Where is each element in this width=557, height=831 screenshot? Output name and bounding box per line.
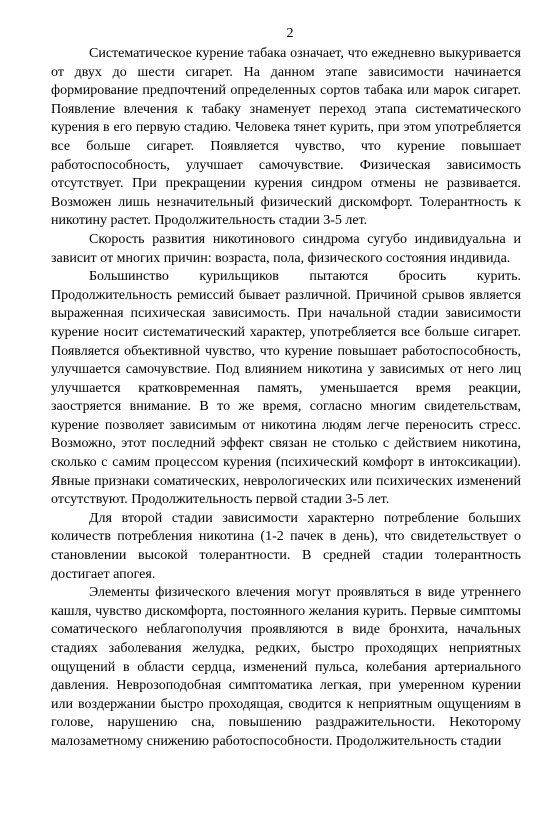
paragraph-second-stage: Для второй стадии зависимости характерно потребление больших количеств потребления никотина (1-2 пачек в день), что свидетельствует о становлении высокой толерантности. В средней стадии толерантность достигает апогея. <box>51 510 521 582</box>
paragraph-physical-craving: Элементы физического влечения могут проявляться в виде утреннего кашля, чувство дискомфорта, постоянного желания курить. Первые симптомы соматического неблагополучия проявляются в виде бронхита, начальных стадиях заболевания желудка, редких, быстро проходящих неприятных ощущений в области сердца, изменений пульса, колебания артериального давления. Неврозоподобная симптоматика легкая, при умеренном курении или воздержании быстро проходящая, сводится к неприятным ощущениям в голове, нарушению сна, повышению раздражительности. Некоторому малозаметному снижению работоспособности. Продолжительность стадии <box>51 585 521 749</box>
paragraph-development-speed: Скорость развития никотинового синдрома сугубо индивидуальна и зависит от многих причин: возраста, пола, физического состояния индивида. <box>51 231 521 266</box>
page-number: 2 <box>286 26 294 41</box>
paragraph-systematic-smoking: Систематическое курение табака означает, что ежедневно выкуривается от двух до шести сигарет. На данном этапе зависимости начинается формирование предпочтений определенных сортов табака или марок сигарет. Появление влечения к табаку знаменует переход этапа систематического курения в его первую стадию. Человека тянет курить, при этом употребляется все больше сигарет. Появляется чувство, что курение повышает работоспособность, улучшает самочувствие. Физическая зависимость отсутствует. При прекращении курения синдром отмены не развивается. Возможен лишь незначительный физический дискомфорт. Толерантность к никотину растет. Продолжительность стадии 3-5 лет. <box>51 46 521 229</box>
paragraph-quit-attempts: Большинство курильщиков пытаются бросить курить. Продолжительность ремиссий бывает различной. Причиной срывов является выраженная психическая зависимость. При начальной стадии зависимости курение носит систематический характер, употребляется все больше сигарет. Появляется объективной чувство, что курение повышает работоспособность, улучшается самочувствие. Под влиянием никотина у зависимых от него лиц улучшается кратковременная память, уменьшается время реакции, заостряется внимание. В то же время, согласно многим свидетельствам, курение позволяет зависимым от никотина людям легче переносить стресс. Возможно, этот последний эффект связан не столько с действием никотина, сколько с самим процессом курения (психический комфорт в интоксикации). Явные признаки соматических, неврологических или психических изменений отсутствуют. Продолжительность первой стадии 3-5 лет. <box>51 269 521 508</box>
